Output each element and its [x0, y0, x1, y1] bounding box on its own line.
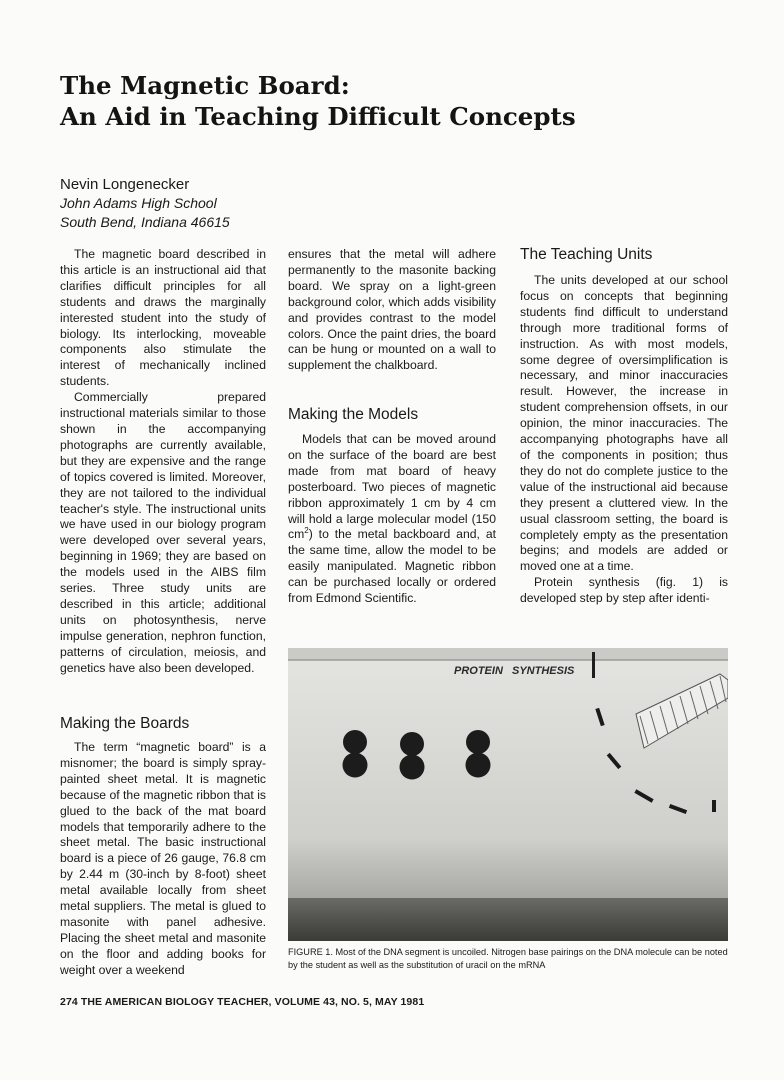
section-heading-boards: Making the Boards [60, 715, 190, 732]
affiliation-location: South Bend, Indiana 46615 [60, 214, 230, 230]
title-line-1: The Magnetic Board: [60, 71, 350, 100]
figure-1-caption: FIGURE 1. Most of the DNA segment is uncoiled. Nitrogen base pairings on the DNA molecule can be noted by the student as well as the substitution of uracil on the mRNA [288, 947, 728, 970]
models-paragraph-1 [288, 432, 496, 607]
intro-paragraph-2: Commercially prepared instructional materials similar to those shown in the accompanying photographs are currently available, but they are expensive and the range of topics covered is limited. Moreover, they are not tailored to the individual teacher's style. The instructional units we have used in our biology program were developed over several years, beginning in 1969; they are based on the models used in the AIBS film series. Three study units are described in this article; additional units on photosynthesis, nerve impulse generation, nephron function, patterns of circulation, meiosis, and genetics have also been developed. [60, 390, 266, 675]
title-line-2: An Aid in Teaching Difficult Concepts [60, 102, 576, 131]
article-title [60, 70, 576, 132]
column-2 [288, 247, 496, 374]
column-3 [520, 245, 728, 607]
floor-shadow [288, 898, 728, 941]
affiliation-school: John Adams High School [60, 195, 217, 211]
boards-paragraph-2: ensures that the metal will adhere permanently to the masonite backing board. We spray on a light-green background color, which adds visibility and provides contrast to the model colors. Once the paint dries, the board can be hung or mounted on a wall to supplement the chalkboard. [288, 247, 496, 373]
figure-1-photo [288, 648, 728, 941]
section-heading-teaching: The Teaching Units [520, 246, 653, 263]
teaching-paragraph-2: Protein synthesis (fig. 1) is developed step by step after identi- [520, 575, 728, 606]
models-text-a: Models that can be moved around on the surface of the board are best made from mat board of heavy posterboard. Two pieces of magnetic ribbon approximately 1 cm by 4 cm will hold a large molecular model (150 cm [288, 432, 496, 542]
page-footer: 274 THE AMERICAN BIOLOGY TEACHER, VOLUME 43, NO. 5, MAY 1981 [60, 996, 425, 1008]
teaching-paragraph-1: The units developed at our school focus on concepts that beginning students find difficult to understand through more traditional forms of instruction. As with most models, some degree of oversimplification is necessary, and minor inaccuracies result. However, the increase in student comprehension offsets, in our opinion, the minor inaccuracies. The accompanying photographs have all of the components in position; thus they do not do complete justice to the value of the instructional aid because they present a cluttered view. In the usual classroom setting, the board is completely empty as the presentation begins; and models are added or moved one at a time. [520, 273, 728, 574]
section-heading-models: Making the Models [288, 406, 419, 423]
models-text-b: ) to the metal backboard and, at the same time, allow the model to be easily manipulated. Magnetic ribbon can be purchased locally or ordered from Edmond Scientific. [288, 527, 496, 606]
column-1 [60, 247, 266, 676]
models-body [288, 432, 496, 607]
dna-segment-top [592, 652, 595, 678]
author-name: Nevin Longenecker [60, 176, 190, 193]
board-surface [288, 660, 728, 898]
photo-label-protein: PROTEIN [454, 665, 503, 677]
boards-body [60, 740, 266, 979]
wall-top [288, 648, 728, 660]
section-models-heading-wrap [288, 405, 418, 425]
intro-paragraph-1: The magnetic board described in this article is an instructional aid that clarifies difficult principles for all students and draws the marginally interested student into the study of biology. Its interlocking, moveable components also stimulate the interest of mechanically inclined students. [60, 247, 266, 389]
superscript-2: 2 [304, 526, 309, 536]
magnetic-board-photo [288, 648, 728, 941]
section-boards-heading-wrap [60, 714, 189, 734]
author-block [60, 175, 230, 232]
photo-label-synthesis: SYNTHESIS [512, 665, 575, 677]
boards-paragraph-1: The term “magnetic board” is a misnomer; the board is simply spray-painted sheet metal. It is magnetic because of the magnetic ribbon that is glued to the back of the mat board models that temporarily adhere to the sheet metal. The basic instructional board is a piece of 26 gauge, 76.8 cm by 2.44 m (30-inch by 8-foot) sheet metal available locally from sheet metal suppliers. The metal is glued to masonite with panel adhesive. Placing the sheet metal and masonite on the floor and adding books for weight over a weekend [60, 740, 266, 977]
